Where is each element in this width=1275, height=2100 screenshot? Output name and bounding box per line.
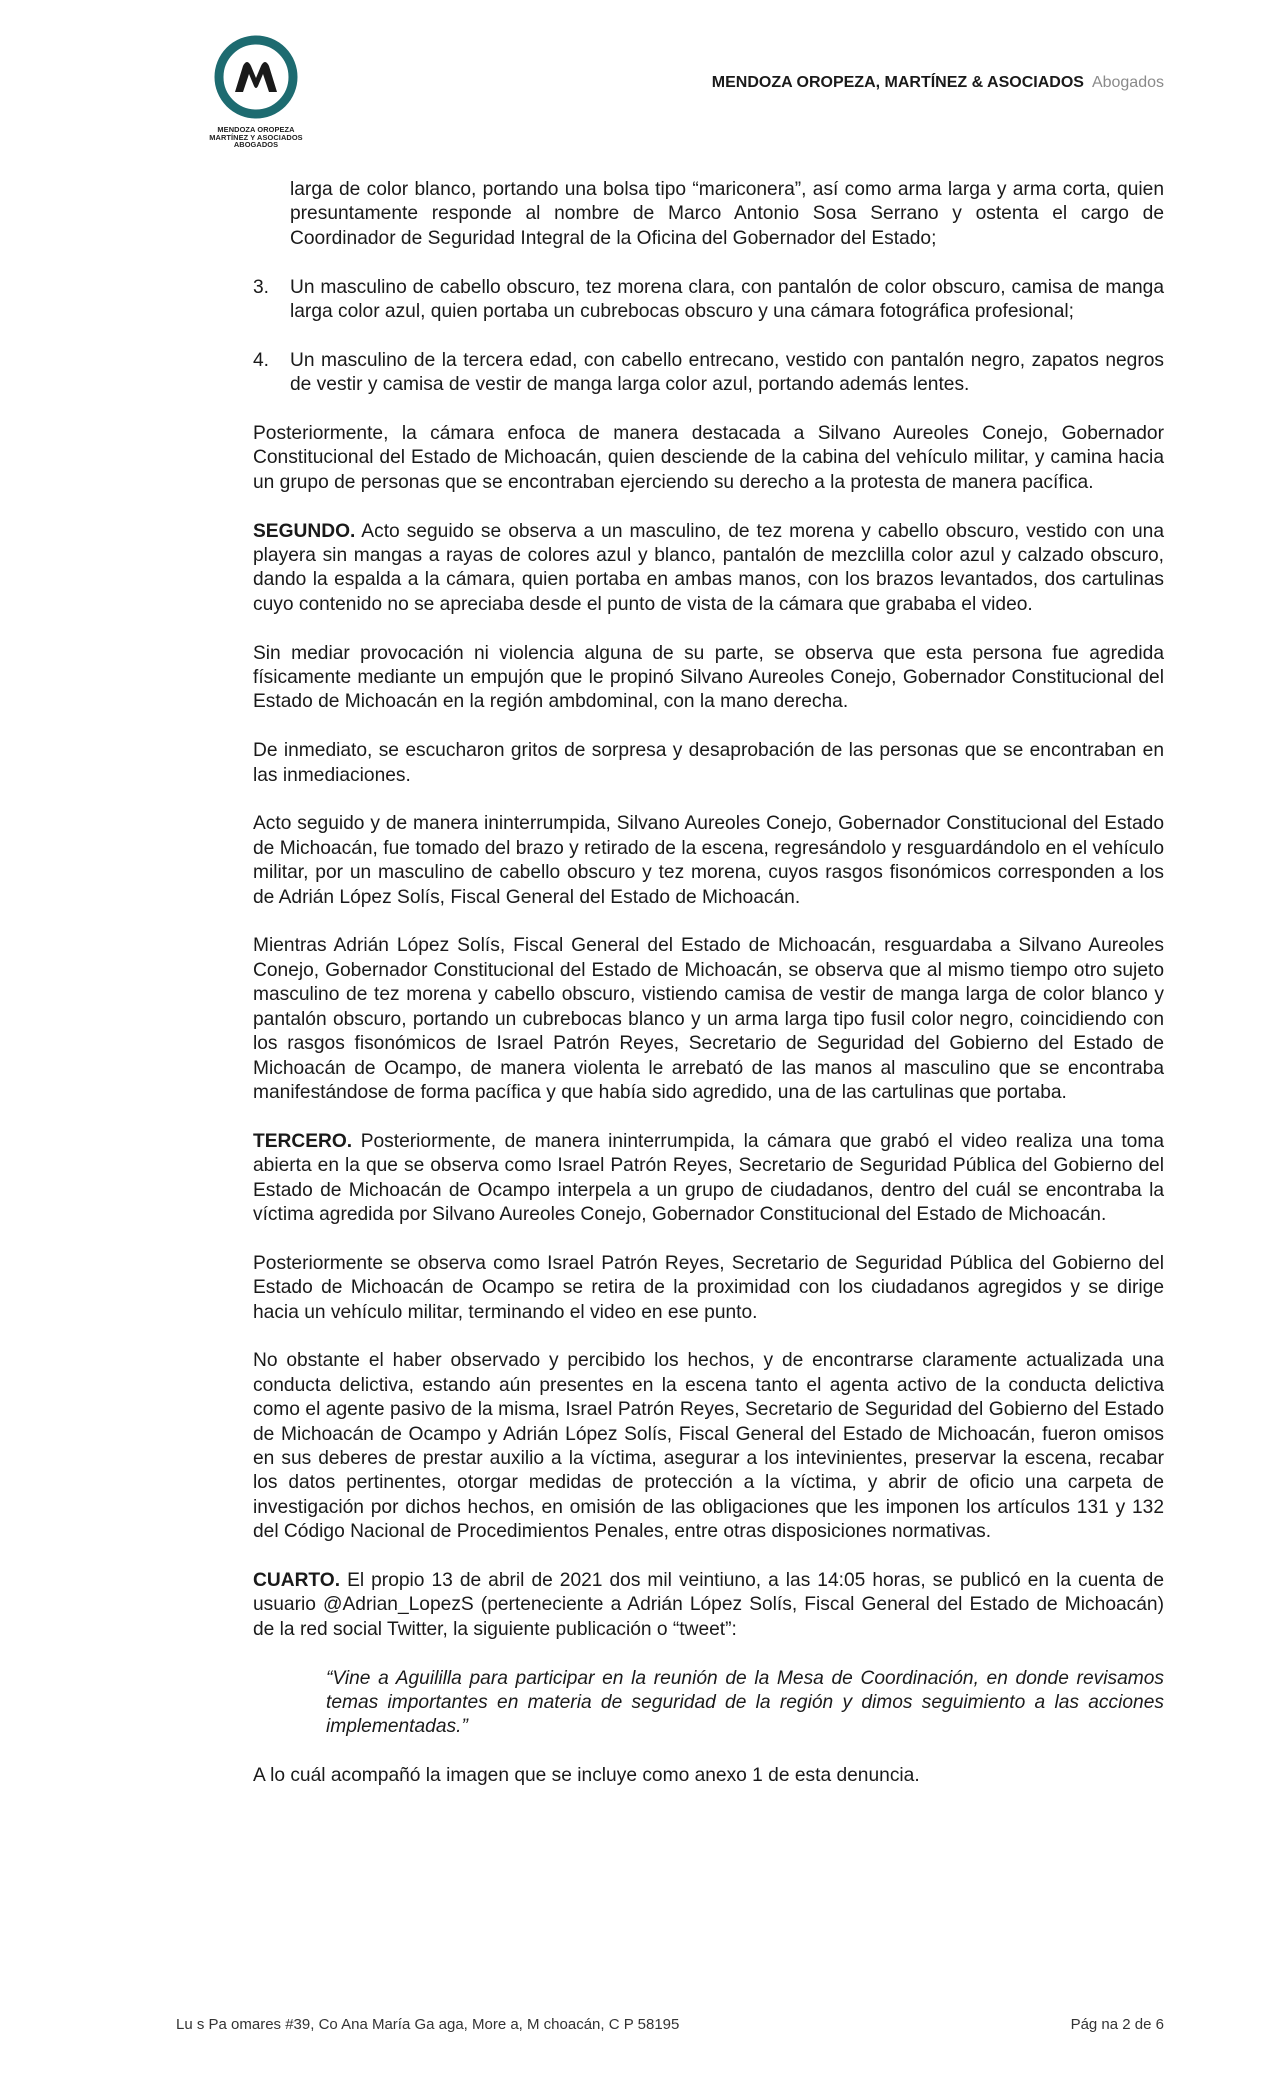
section-text: Acto seguido se observa a un masculino, de tez morena y cabello obscuro, vestido con una playera sin mangas a rayas de colores azul y blanco, pantalón de mezclilla color azul y calzado obscuro, dando la espalda a la cámara, quien portaba en ambas manos, con los brazos levantados, dos cartulinas cuyo contenido no se apreciaba desde el punto de vista de la cámara que grababa el video. [253, 520, 1164, 615]
section-heading: TERCERO. [253, 1130, 353, 1152]
list-number: 3. [253, 276, 270, 298]
page-header [712, 74, 1164, 92]
list-item [253, 276, 1164, 325]
page-number: Pág na 2 de 6 [1070, 2016, 1164, 2033]
footer-address: Lu s Pa omares #39, Co Ana María Ga aga, More a, M choacán, C P 58195 [176, 2016, 680, 2033]
document-body [253, 178, 1164, 1813]
logo-text-line: MARTÍNEZ Y ASOCIADOS [209, 132, 303, 142]
logo-text [196, 126, 316, 149]
paragraph: Mientras Adrián López Solís, Fiscal General del Estado de Michoacán, resguardaba a Silvano Aureoles Conejo, Gobernador Constitucional del Estado de Michoacán, se observa que al mismo tiempo otro sujeto masculino de tez morena y cabello obscuro, vistiendo camisa de vestir de manga larga de color blanco y pantalón obscuro, portando un cubrebocas blanco y un arma larga tipo fusil color negro, coincidiendo con los rasgos fisonómicos de Israel Patrón Reyes, Secretario de Seguridad del Gobierno del Estado de Michoacán de Ocampo, de manera violenta le arrebató de las manos al masculino que se encontraba manifestándose de forma pacífica y que había sido agredido, una de las cartulinas que portaba. [253, 935, 1164, 1103]
firm-suffix: Abogados [1091, 74, 1164, 91]
list-text: Un masculino de cabello obscuro, tez morena clara, con pantalón de color obscuro, camisa de manga larga color azul, quien portaba un cubrebocas obscuro y una cámara fotográfica profesional; [290, 276, 1164, 323]
paragraph: De inmediato, se escucharon gritos de sorpresa y desaprobación de las personas que se encontraban en las inmediaciones. [253, 740, 1164, 786]
paragraph: No obstante el haber observado y percibido los hechos, y de encontrarse claramente actualizada una conducta delictiva, estando aún presentes en la escena tanto el agenta activo de la conducta delictiva como el agente pasivo de la misma, Israel Patrón Reyes, Secretario de Seguridad del Gobierno del Estado de Michoacán de Ocampo y Adrián López Solís, Fiscal General del Estado de Michoacán, fueron omisos en sus deberes de prestar auxilio a la víctima, asegurar a los intevinientes, preservar la escena, recabar los datos pertinentes, otorgar medidas de protección a la víctima, y abrir de oficio una carpeta de investigación por dichos hechos, en omisión de las obligaciones que les imponen los artículos 131 y 132 del Código Nacional de Procedimientos Penales, entre otras disposiciones normativas. [253, 1350, 1164, 1543]
section-cuarto [253, 1569, 1164, 1642]
list-text: Un masculino de la tercera edad, con cabello entrecano, vestido con pantalón negro, zapatos negros de vestir y camisa de vestir de manga larga color azul, portando además lentes. [290, 349, 1164, 396]
list-number: 4. [253, 349, 270, 371]
continued-list-item: larga de color blanco, portando una bolsa tipo “mariconera”, así como arma larga y arma corta, quien presuntamente responde al nombre de Marco Antonio Sosa Serrano y ostenta el cargo de Coordinador de Seguridad Integral de la Oficina del Gobernador del Estado; [290, 179, 1164, 249]
paragraph: A lo cuál acompañó la imagen que se incluye como anexo 1 de esta denuncia. [253, 1765, 920, 1787]
firm-name: MENDOZA OROPEZA, MARTÍNEZ & ASOCIADOS [711, 74, 1084, 91]
section-heading: CUARTO. [253, 1569, 341, 1591]
list-item [253, 349, 1164, 398]
section-segundo [253, 520, 1164, 618]
logo-text-line: ABOGADOS [233, 140, 279, 150]
firm-logo [196, 34, 316, 149]
section-heading: SEGUNDO. [253, 520, 356, 542]
paragraph: Posteriormente se observa como Israel Patrón Reyes, Secretario de Seguridad Pública del Gobierno del Estado de Michoacán de Ocampo se retira de la proximidad con los ciudadanos agregidos y se dirige hacia un vehículo militar, terminando el video en ese punto. [253, 1252, 1164, 1323]
section-tercero [253, 1130, 1164, 1228]
paragraph: Sin mediar provocación ni violencia alguna de su parte, se observa que esta persona fue agredida físicamente mediante un empujón que le propinó Silvano Aureoles Conejo, Gobernador Constitucional del Estado de Michoacán en la región ambdominal, con la mano derecha. [253, 642, 1164, 713]
paragraph: Posteriormente, la cámara enfoca de manera destacada a Silvano Aureoles Conejo, Gobernador Constitucional del Estado de Michoacán, quien desciende de la cabina del vehículo militar, y camina hacia un grupo de personas que se encontraban ejerciendo su derecho a la protesta de manera pacífica. [253, 423, 1164, 493]
section-text: Posteriormente, de manera ininterrumpida, la cámara que grabó el video realiza una toma abierta en la que se observa como Israel Patrón Reyes, Secretario de Seguridad Pública del Gobierno del Estado de Michoacán de Ocampo interpela a un grupo de ciudadanos, dentro del cuál se encontraba la víctima agredida por Silvano Aureoles Conejo, Gobernador Constitucional del Estado de Michoacán. [253, 1130, 1164, 1225]
section-text: El propio 13 de abril de 2021 dos mil veintiuno, a las 14:05 horas, se publicó en la cuenta de usuario @Adrian_LopezS (perteneciente a Adrián López Solís, Fiscal General del Estado de Michoacán) de la red social Twitter, la siguiente publicación o “tweet”: [253, 1569, 1164, 1640]
firm-logo-icon [213, 34, 299, 120]
paragraph: Acto seguido y de manera ininterrumpida, Silvano Aureoles Conejo, Gobernador Constitucional del Estado de Michoacán, fue tomado del brazo y retirado de la escena, regresándolo y resguardándolo en el vehículo militar, por un masculino de cabello obscuro y tez morena, cuyos rasgos fisonómicos corresponden a los de Adrián López Solís, Fiscal General del Estado de Michoacán. [253, 813, 1164, 908]
logo-text-line: MENDOZA OROPEZA [217, 125, 295, 134]
tweet-quote: “Vine a Aguililla para participar en la reunión de la Mesa de Coordinación, en donde revisamos temas importantes en materia de seguridad de la región y dimos seguimiento a las acciones implementadas.” [326, 1667, 1164, 1738]
